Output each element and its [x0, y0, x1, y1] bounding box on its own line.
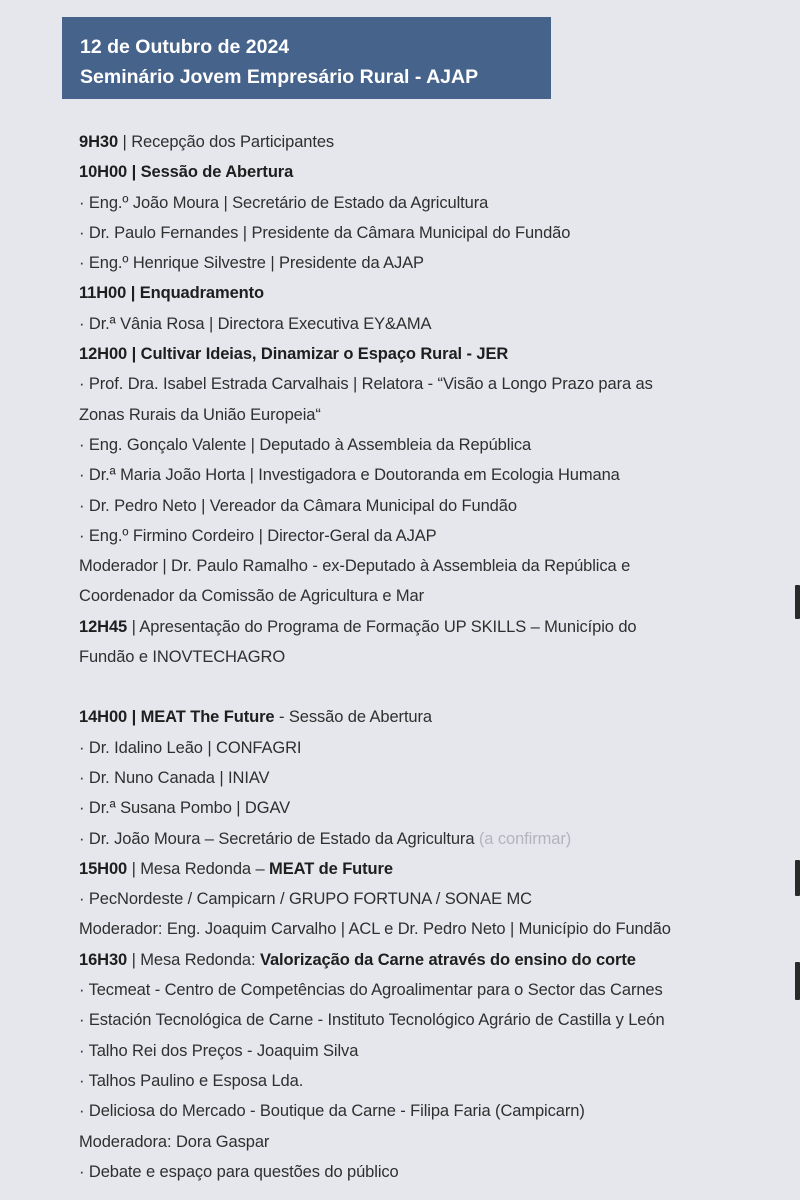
moderator-line: Moderador | Dr. Paulo Ramalho - ex-Deputado à Assembleia da República e [79, 557, 631, 576]
moderator-line: Moderadora: Dora Gaspar [79, 1132, 270, 1151]
session-title: Enquadramento [139, 284, 265, 303]
event-title: Seminário Jovem Empresário Rural - AJAP [80, 66, 479, 88]
session-title: Sessão de Abertura [140, 163, 294, 182]
session-text-continued: Fundão e INOVTECHAGRO [79, 648, 286, 667]
list-item: · Talhos Paulino e Esposa Lda. [79, 1071, 304, 1090]
edge-marker [795, 962, 800, 1000]
separator: | [127, 345, 141, 364]
session-time: 14H00 [79, 708, 128, 727]
session-title: Cultivar Ideias, Dinamizar o Espaço Rural - JER [140, 345, 509, 364]
separator: | [126, 284, 140, 303]
session-1000 [79, 157, 789, 187]
list-item: · Eng.º Firmino Cordeiro | Director-Geral da AJAP [79, 526, 437, 545]
list-item: · Talho Rei dos Preços - Joaquim Silva [79, 1041, 359, 1060]
list-item: · Deliciosa do Mercado - Boutique da Carne - Filipa Faria (Campicarn) [79, 1102, 585, 1121]
session-1200 [79, 339, 789, 369]
list-item: · Dr.ª Vânia Rosa | Directora Executiva EY&AMA [79, 314, 432, 333]
list-item: · Dr. Pedro Neto | Vereador da Câmara Municipal do Fundão [79, 496, 517, 515]
session-prefix: Mesa Redonda: [140, 950, 260, 969]
list-item: · Dr. Nuno Canada | INIAV [79, 768, 270, 787]
list-item: · Debate e espaço para questões do público [79, 1162, 399, 1181]
list-item: Zonas Rurais da União Europeia“ [79, 405, 321, 424]
session-title: MEAT de Future [269, 859, 393, 878]
session-time: 12H45 [79, 617, 128, 636]
separator: | [127, 708, 141, 727]
session-time: 15H00 [79, 859, 128, 878]
session-time: 9H30 [79, 133, 119, 151]
moderator-line: Moderador: Eng. Joaquim Carvalho | ACL e Dr. Pedro Neto | Município do Fundão [79, 920, 671, 939]
edge-marker [795, 860, 800, 896]
separator: | [127, 617, 140, 636]
session-prefix: Mesa Redonda – [140, 859, 270, 878]
separator: | [127, 163, 141, 182]
list-item: · Tecmeat - Centro de Competências do Agroalimentar para o Sector das Carnes [79, 981, 663, 1000]
list-item: · Prof. Dra. Isabel Estrada Carvalhais | Relatora - “Visão a Longo Prazo para as [79, 375, 653, 394]
list-item: · Dr. Paulo Fernandes | Presidente da Câmara Municipal do Fundão [79, 223, 571, 242]
list-item-text: · Dr. João Moura – Secretário de Estado da Agricultura [79, 829, 475, 848]
list-item: · Dr. Idalino Leão | CONFAGRI [79, 738, 302, 757]
session-time: 16H30 [79, 950, 128, 969]
list-item: · Dr.ª Maria João Horta | Investigadora e Doutoranda em Ecologia Humana [79, 466, 620, 485]
session-title: Valorização da Carne através do ensino do corte [259, 950, 636, 969]
list-item: · Estación Tecnológica de Carne - Instituto Tecnológico Agrário de Castilla y León [79, 1011, 665, 1030]
moderator-line: Coordenador da Comissão de Agricultura e Mar [79, 587, 425, 606]
session-1100 [79, 278, 789, 308]
separator: | [118, 133, 132, 151]
session-text: Recepção dos Participantes [131, 133, 335, 151]
event-date: 12 de Outubro de 2024 [80, 36, 290, 58]
afternoon-spacer [79, 672, 789, 702]
session-1500 [79, 854, 789, 884]
session-time: 10H00 [79, 163, 128, 182]
session-title: MEAT The Future [140, 708, 275, 727]
session-text: Apresentação do Programa de Formação UP SKILLS – Município do [139, 617, 637, 636]
list-item [79, 824, 789, 854]
list-item: · Dr.ª Susana Pombo | DGAV [79, 799, 291, 818]
agenda [79, 127, 789, 1187]
session-time: 11H00 [79, 284, 127, 303]
separator: | [127, 950, 141, 969]
session-1245 [79, 612, 789, 642]
list-item: · PecNordeste / Campicarn / GRUPO FORTUNA / SONAE MC [79, 890, 532, 909]
session-0930 [79, 127, 789, 157]
session-subtitle: - Sessão de Abertura [274, 708, 432, 727]
session-1630 [79, 945, 789, 975]
session-time: 12H00 [79, 345, 128, 364]
list-item: · Eng.º João Moura | Secretário de Estado da Agricultura [79, 193, 489, 212]
session-1400 [79, 702, 789, 732]
edge-marker [795, 585, 800, 619]
separator: | [127, 859, 141, 878]
to-confirm-note: (a confirmar) [478, 829, 572, 848]
list-item: · Eng. Gonçalo Valente | Deputado à Assembleia da República [79, 435, 532, 454]
event-header [62, 17, 551, 99]
list-item: · Eng.º Henrique Silvestre | Presidente da AJAP [79, 254, 424, 273]
